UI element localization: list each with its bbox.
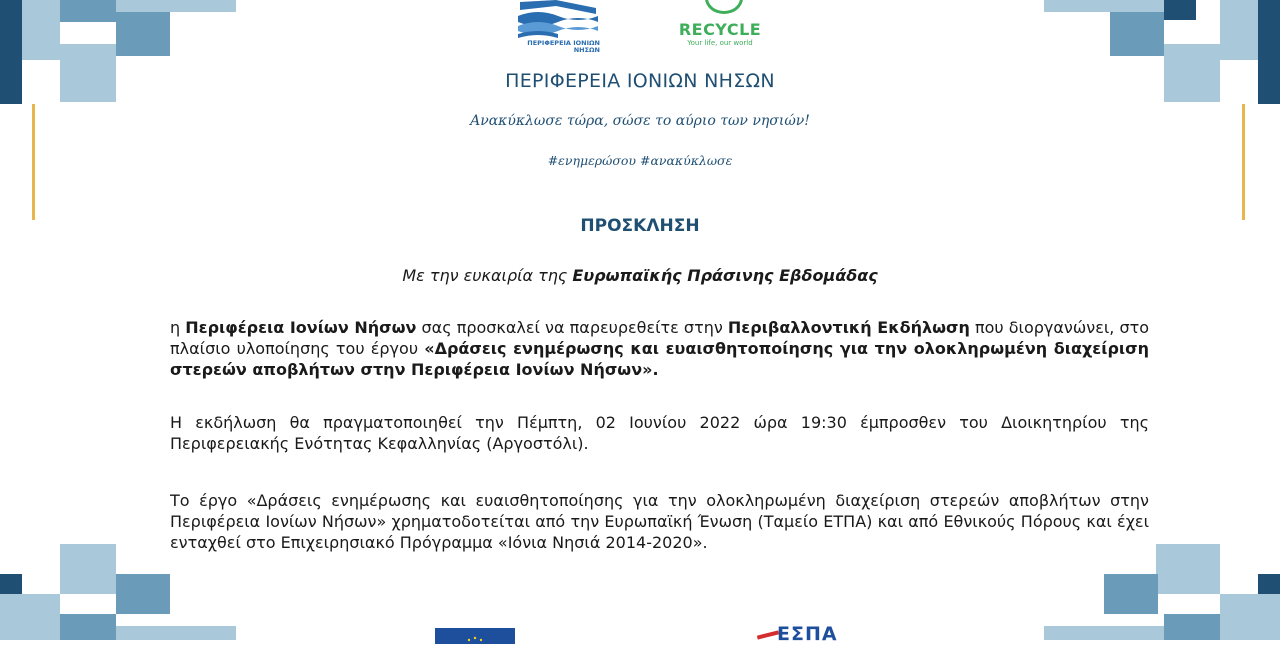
espa-text: ΕΣΠΑ bbox=[777, 623, 838, 645]
p1-bold: Περιφέρεια Ιονίων Νήσων bbox=[185, 318, 417, 337]
corner-decoration bbox=[1110, 12, 1164, 56]
corner-decoration bbox=[60, 614, 116, 640]
eu-stars-icon bbox=[435, 628, 515, 644]
p1-text: που διοργανώνει, στο πλαίσιο υλοποίησης του έργου bbox=[170, 318, 1150, 358]
slogan: Ανακύκλωσε τώρα, σώσε το αύριο των νησιών! bbox=[470, 113, 810, 129]
funding-paragraph: Το έργο «Δράσεις ενημέρωσης και ευαισθητοποίησης για την ολοκληρωμένη διαχείριση στερεών αποβλήτων στην Περιφέρεια Ιονίων Νήσων» χρηματοδοτείται από την Ευρωπαϊκή Ένωση (Ταμείο ΕΤΠΑ) και από Εθνικούς Πόρους και έχει ενταχθεί στο Επιχειρησιακό Πρόγραμμα «Ιόνια Νησιά 2014-2020». bbox=[170, 491, 1149, 552]
recycle-icon bbox=[705, 0, 743, 14]
occasion-line bbox=[0, 266, 1280, 285]
corner-decoration bbox=[116, 574, 170, 614]
corner-decoration bbox=[1104, 574, 1158, 614]
corner-decoration bbox=[1044, 0, 1164, 12]
corner-decoration bbox=[60, 0, 116, 22]
invitation-paragraph bbox=[170, 317, 1149, 380]
ionian-region-logo bbox=[516, 0, 600, 52]
p1-text: σας προσκαλεί να παρευρεθείτε στην bbox=[416, 318, 728, 337]
eu-flag-logo bbox=[435, 628, 515, 644]
corner-decoration bbox=[116, 12, 170, 56]
espa-swoosh-icon bbox=[757, 630, 779, 639]
org-title: ΠΕΡΙΦΕΡΕΙΑ ΙΟΝΙΩΝ ΝΗΣΩΝ bbox=[505, 70, 775, 92]
espa-logo bbox=[757, 624, 847, 644]
occasion-bold: Ευρωπαϊκής Πράσινης Εβδομάδας bbox=[572, 266, 878, 285]
occasion-prefix: Με την ευκαιρία της bbox=[402, 266, 573, 285]
invitation-title: ΠΡΟΣΚΛΗΣΗ bbox=[580, 216, 700, 236]
recycle-logo-text: RECYCLE bbox=[678, 20, 762, 39]
corner-decoration bbox=[1164, 614, 1220, 640]
corner-decoration bbox=[1044, 626, 1164, 640]
corner-decoration bbox=[60, 544, 116, 594]
corner-decoration bbox=[116, 626, 236, 640]
hashtags: #ενημερώσου #ανακύκλωσε bbox=[547, 153, 733, 168]
corner-decoration bbox=[1156, 544, 1220, 594]
left-logo-caption: ΠΕΡΙΦΕΡΕΙΑ ΙΟΝΙΩΝ ΝΗΣΩΝ bbox=[527, 39, 600, 54]
recycle-logo bbox=[674, 0, 766, 52]
corner-decoration bbox=[0, 594, 60, 640]
p1-bold: Περιβαλλοντική Εκδήλωση bbox=[727, 318, 970, 337]
recycle-logo-sub: Your life, our world bbox=[687, 39, 753, 47]
event-details-paragraph: Η εκδήλωση θα πραγματοποιηθεί την Πέμπτη, 02 Ιουνίου 2022 ώρα 19:30 έμπροσθεν του Διοικητηρίου της Περιφερειακής Ενότητας Κεφαλληνίας (Αργοστόλι). bbox=[170, 413, 1149, 453]
corner-decoration bbox=[1220, 594, 1280, 640]
corner-decoration bbox=[1164, 0, 1196, 20]
corner-decoration bbox=[116, 0, 236, 12]
p1-text: η bbox=[170, 318, 186, 337]
p1-bold: «Δράσεις ενημέρωσης και ευαισθητοποίησης για την ολοκληρωμένη διαχείριση στερεών αποβλήτων στην Περιφέρεια Ιονίων Νήσων». bbox=[170, 339, 1149, 379]
